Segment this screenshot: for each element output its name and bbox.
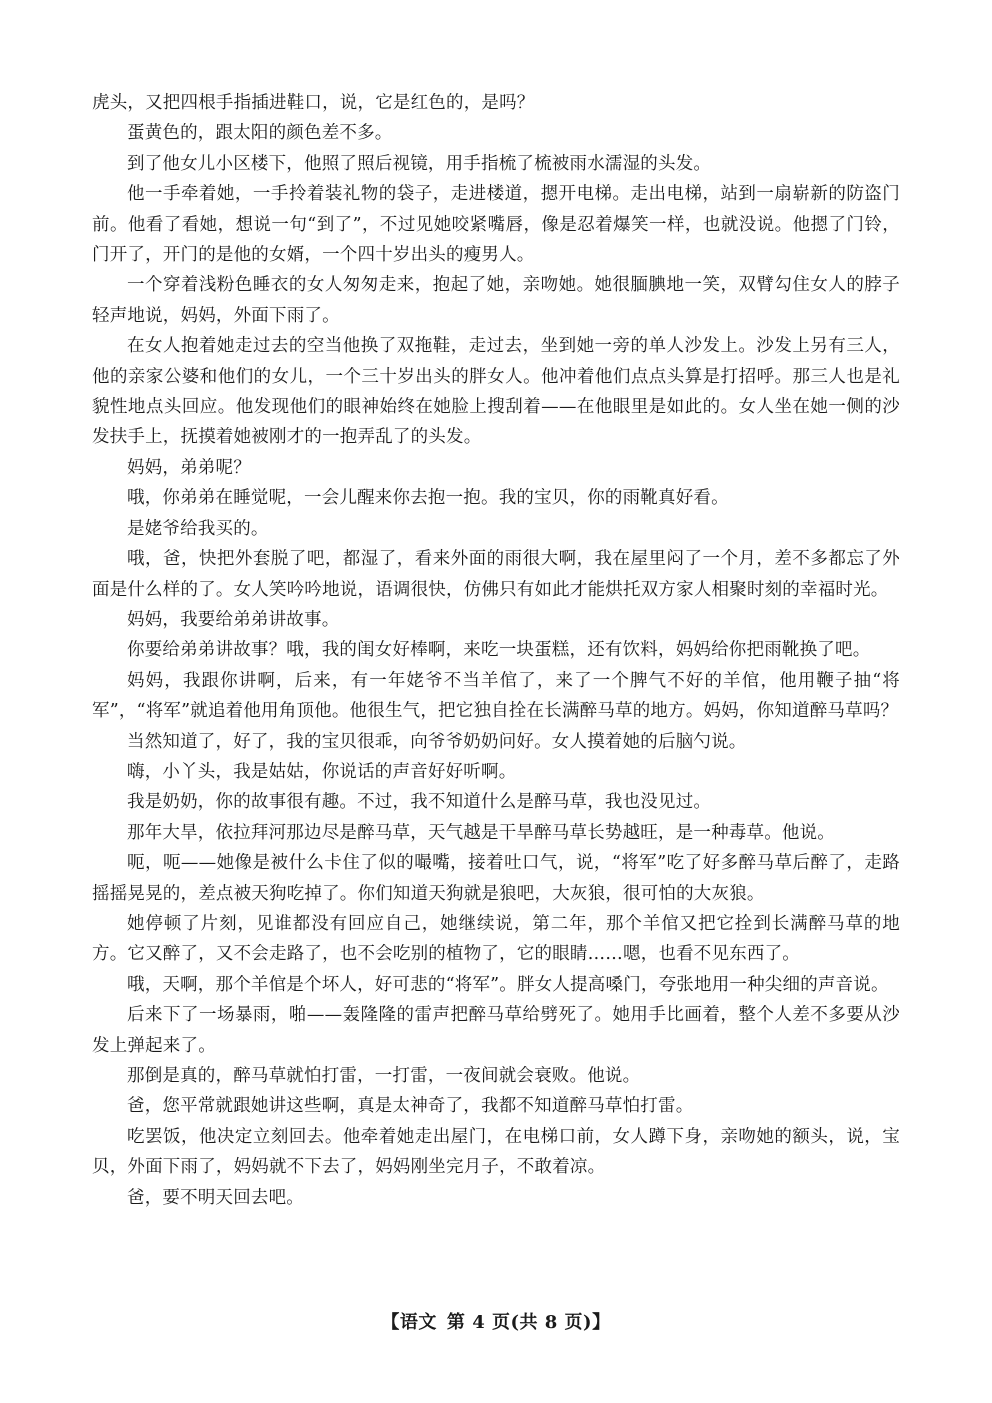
paragraph: 她停顿了片刻，见谁都没有回应自己，她继续说，第二年，那个羊倌又把它拴到长满醉马草的地方。它又醉了，又不会走路了，也不会吃别的植物了，它的眼睛……嗯，也看不见东西了。 [92,913,900,965]
page-number: 第 4 页(共 8 页)】 [446,1312,611,1333]
paragraph: 哦，你弟弟在睡觉呢，一会儿醒来你去抱一抱。我的宝贝，你的雨靴真好看。 [127,488,729,509]
paragraph: 妈妈，我要给弟弟讲故事。 [127,609,340,630]
paragraph: 哦，天啊，那个羊倌是个坏人，好可悲的“将军”。胖女人提高嗓门，夸张地用一种尖细的声音说。 [127,974,889,995]
paragraph: 蛋黄色的，跟太阳的颜色差不多。 [127,123,393,144]
paragraph: 那倒是真的，醉马草就怕打雷，一打雷，一夜间就会衰败。他说。 [127,1066,641,1086]
reading-passage [92,88,900,1213]
paragraph: 呃，呃——她像是被什么卡住了似的嘬嘴，接着吐口气，说，“将军”吃了好多醉马草后醉了，走路摇摇晃晃的，差点被天狗吃掉了。你们知道天狗就是狼吧，大灰狼，很可怕的大灰狼。 [92,853,900,904]
paragraph: 哦，爸，快把外套脱了吧，都湿了，看来外面的雨很大啊，我在屋里闷了一个月，差不多都忘了外面是什么样的了。女人笑吟吟地说，语调很快，仿佛只有如此才能烘托双方家人相聚时刻的幸福时光。 [92,549,900,600]
paragraph: 当然知道了，好了，我的宝贝很乖，向爷爷奶奶问好。女人摸着她的后脑勺说。 [127,731,747,752]
page-footer [0,1308,992,1334]
paragraph: 嗨，小丫头，我是姑姑，你说话的声音好好听啊。 [127,761,517,782]
paragraph: 你要给弟弟讲故事？哦，我的闺女好棒啊，来吃一块蛋糕，还有饮料，妈妈给你把雨靴换了吧。 [127,640,871,661]
paragraph: 在女人抱着她走过去的空当他换了双拖鞋，走过去，坐到她一旁的单人沙发上。沙发上另有三人，他的亲家公婆和他们的女儿，一个三十岁出头的胖女人。他冲着他们点点头算是打招呼。那三人也是礼貌性地点头回应。他发现他们的眼神始终在她脸上搜刮着——在他眼里是如此的。女人坐在她一侧的沙发扶手上，抚摸着她被刚才的一抱弄乱了的头发。 [92,336,900,448]
paragraph: 爸，要不明天回去吧。 [127,1187,304,1208]
paragraph: 他一手牵着她，一手拎着装礼物的袋子，走进楼道，摁开电梯。走出电梯，站到一扇崭新的防盗门前。他看了看她，想说一句“到了”，不过见她咬紧嘴唇，像是忍着爆笑一样，也就没说。他摁了门铃，门开了，开门的是他的女婿，一个四十岁出头的瘦男人。 [92,184,900,266]
paragraph: 吃罢饭，他决定立刻回去。他牵着她走出屋门，在电梯口前，女人蹲下身，亲吻她的额头，说，宝贝，外面下雨了，妈妈就不下去了，妈妈刚坐完月子，不敢着凉。 [92,1126,900,1178]
paragraph: 是姥爷给我买的。 [127,518,269,539]
paragraph: 那年大旱，依拉拜河那边尽是醉马草，天气越是干旱醉马草长势越旺，是一种毒草。他说。 [127,822,835,843]
paragraph: 到了他女儿小区楼下，他照了照后视镜，用手指梳了梳被雨水濡湿的头发。 [127,153,712,174]
paragraph: 虎头，又把四根手指插进鞋口，说，它是红色的，是吗？ [92,93,535,113]
paragraph: 妈妈，我跟你讲啊，后来，有一年姥爷不当羊倌了，来了一个脾气不好的羊倌，他用鞭子抽“将军”，“将军”就追着他用角顶他。他很生气，把它独自拴在长满醉马草的地方。妈妈，你知道醉马草吗？ [92,670,900,722]
paragraph: 我是奶奶，你的故事很有趣。不过，我不知道什么是醉马草，我也没见过。 [127,792,712,813]
subject-label: 【语文 [381,1312,437,1333]
paragraph: 爸，您平常就跟她讲这些啊，真是太神奇了，我都不知道醉马草怕打雷。 [127,1096,694,1117]
paragraph: 后来下了一场暴雨，啪——轰隆隆的雷声把醉马草给劈死了。她用手比画着，整个人差不多要从沙发上弹起来了。 [92,1005,900,1056]
paragraph: 妈妈，弟弟呢？ [127,457,251,478]
paragraph: 一个穿着浅粉色睡衣的女人匆匆走来，抱起了她，亲吻她。她很腼腆地一笑，双臂勾住女人的脖子轻声地说，妈妈，外面下雨了。 [92,275,900,326]
